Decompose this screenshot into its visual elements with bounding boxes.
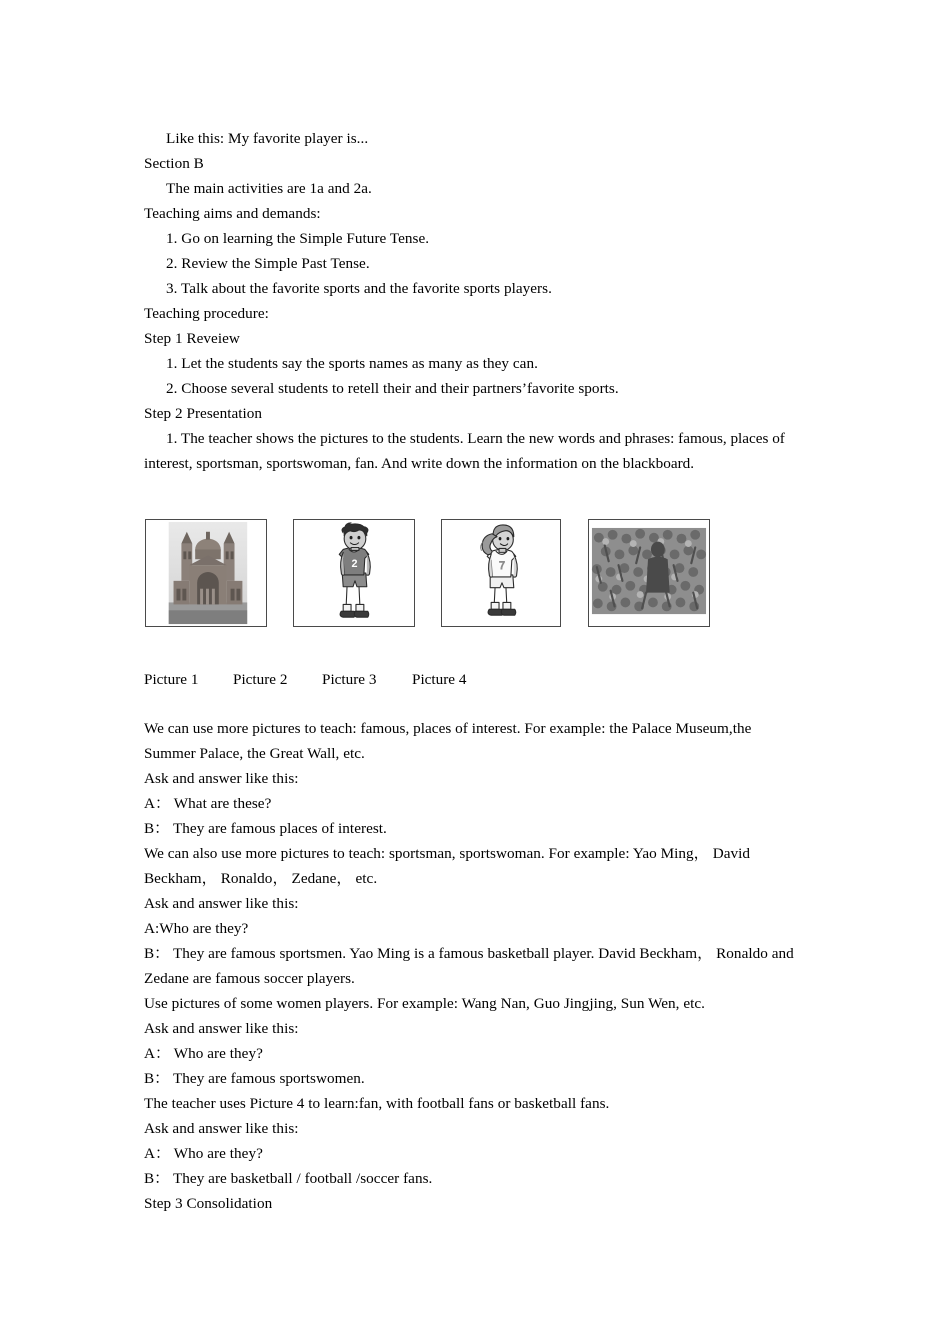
lower-text-block [144, 716, 798, 1216]
text-line: The teacher uses Picture 4 to learn:fan, with football fans or basketball fans. [144, 1095, 610, 1112]
text-line: 1. Go on learning the Simple Future Tense. [166, 230, 430, 247]
text-line: Step 3 Consolidation [144, 1195, 273, 1212]
text-line: 3. Talk about the favorite sports and the favorite sports players. [166, 280, 552, 297]
text-line: A： Who are they? [144, 1145, 263, 1162]
text-line: Ask and answer like this: [144, 1120, 299, 1137]
text-line: B： They are famous sportswomen. [144, 1070, 365, 1087]
text-line: B： They are famous places of interest. [144, 820, 387, 837]
text-line: Like this: My favorite player is... [166, 130, 369, 147]
text-line: We can also use more pictures to teach: sportsman, sportswoman. For example: Yao Ming， David Beckham， Ronaldo， Zedane， etc. [144, 845, 754, 887]
text-line: B： They are famous sportsmen. Yao Ming is a famous basketball player. David Beckham， Ronaldo and Zedane are famous soccer players. [144, 945, 798, 987]
text-line: B： They are basketball / football /soccer fans. [144, 1170, 433, 1187]
text-line: Ask and answer like this: [144, 895, 299, 912]
picture-frame-1 [145, 519, 267, 627]
text-line: A： What are these? [144, 795, 272, 812]
picture-frame-4 [588, 519, 710, 627]
picture-caption-4: Picture 4 [412, 671, 467, 688]
text-line: Section B [144, 155, 204, 172]
text-line: A:Who are they? [144, 920, 249, 937]
svg-text:7: 7 [498, 560, 505, 573]
text-line: Step 2 Presentation [144, 405, 263, 422]
picture-caption-2: Picture 2 [233, 671, 288, 688]
picture-frame-2 [293, 519, 415, 627]
picture-captions [144, 669, 804, 691]
famous-building-photo-icon [146, 520, 266, 626]
text-line: 1. Let the students say the sports names as many as they can. [166, 355, 538, 372]
text-line: Ask and answer like this: [144, 770, 299, 787]
text-line: Teaching aims and demands: [144, 205, 321, 222]
text-line: Ask and answer like this: [144, 1020, 299, 1037]
lower-lines-container [144, 716, 798, 1216]
upper-text-block [144, 126, 789, 476]
text-line: The main activities are 1a and 2a. [166, 180, 372, 197]
upper-lines-container [144, 126, 789, 426]
svg-text:2: 2 [351, 558, 358, 571]
text-line: 2. Review the Simple Past Tense. [166, 255, 370, 272]
picture-frame-3 [441, 519, 561, 627]
text-line: A： Who are they? [144, 1045, 263, 1062]
text-line: Teaching procedure: [144, 305, 269, 322]
presentation-paragraph: 1. The teacher shows the pictures to the students. Learn the new words and phrases: famous, places of interest, sportsman, sportswoman, fan. And write down the information on the blackboard. [144, 430, 785, 472]
text-line: 2. Choose several students to retell their and their partners’favorite sports. [166, 380, 619, 397]
cartoon-girl-player-icon [442, 520, 560, 626]
picture-caption-1: Picture 1 [144, 671, 199, 688]
crowd-of-fans-photo-icon [589, 520, 709, 626]
text-line: We can use more pictures to teach: famous, places of interest. For example: the Palace Museum,the Summer Palace, the Great Wall, etc. [144, 720, 756, 762]
picture-caption-3: Picture 3 [322, 671, 377, 688]
text-line: Use pictures of some women players. For example: Wang Nan, Guo Jingjing, Sun Wen, etc. [144, 995, 705, 1012]
text-line: Step 1 Reveiew [144, 330, 240, 347]
cartoon-boy-player-icon [294, 520, 414, 626]
picture-strip [144, 519, 804, 629]
